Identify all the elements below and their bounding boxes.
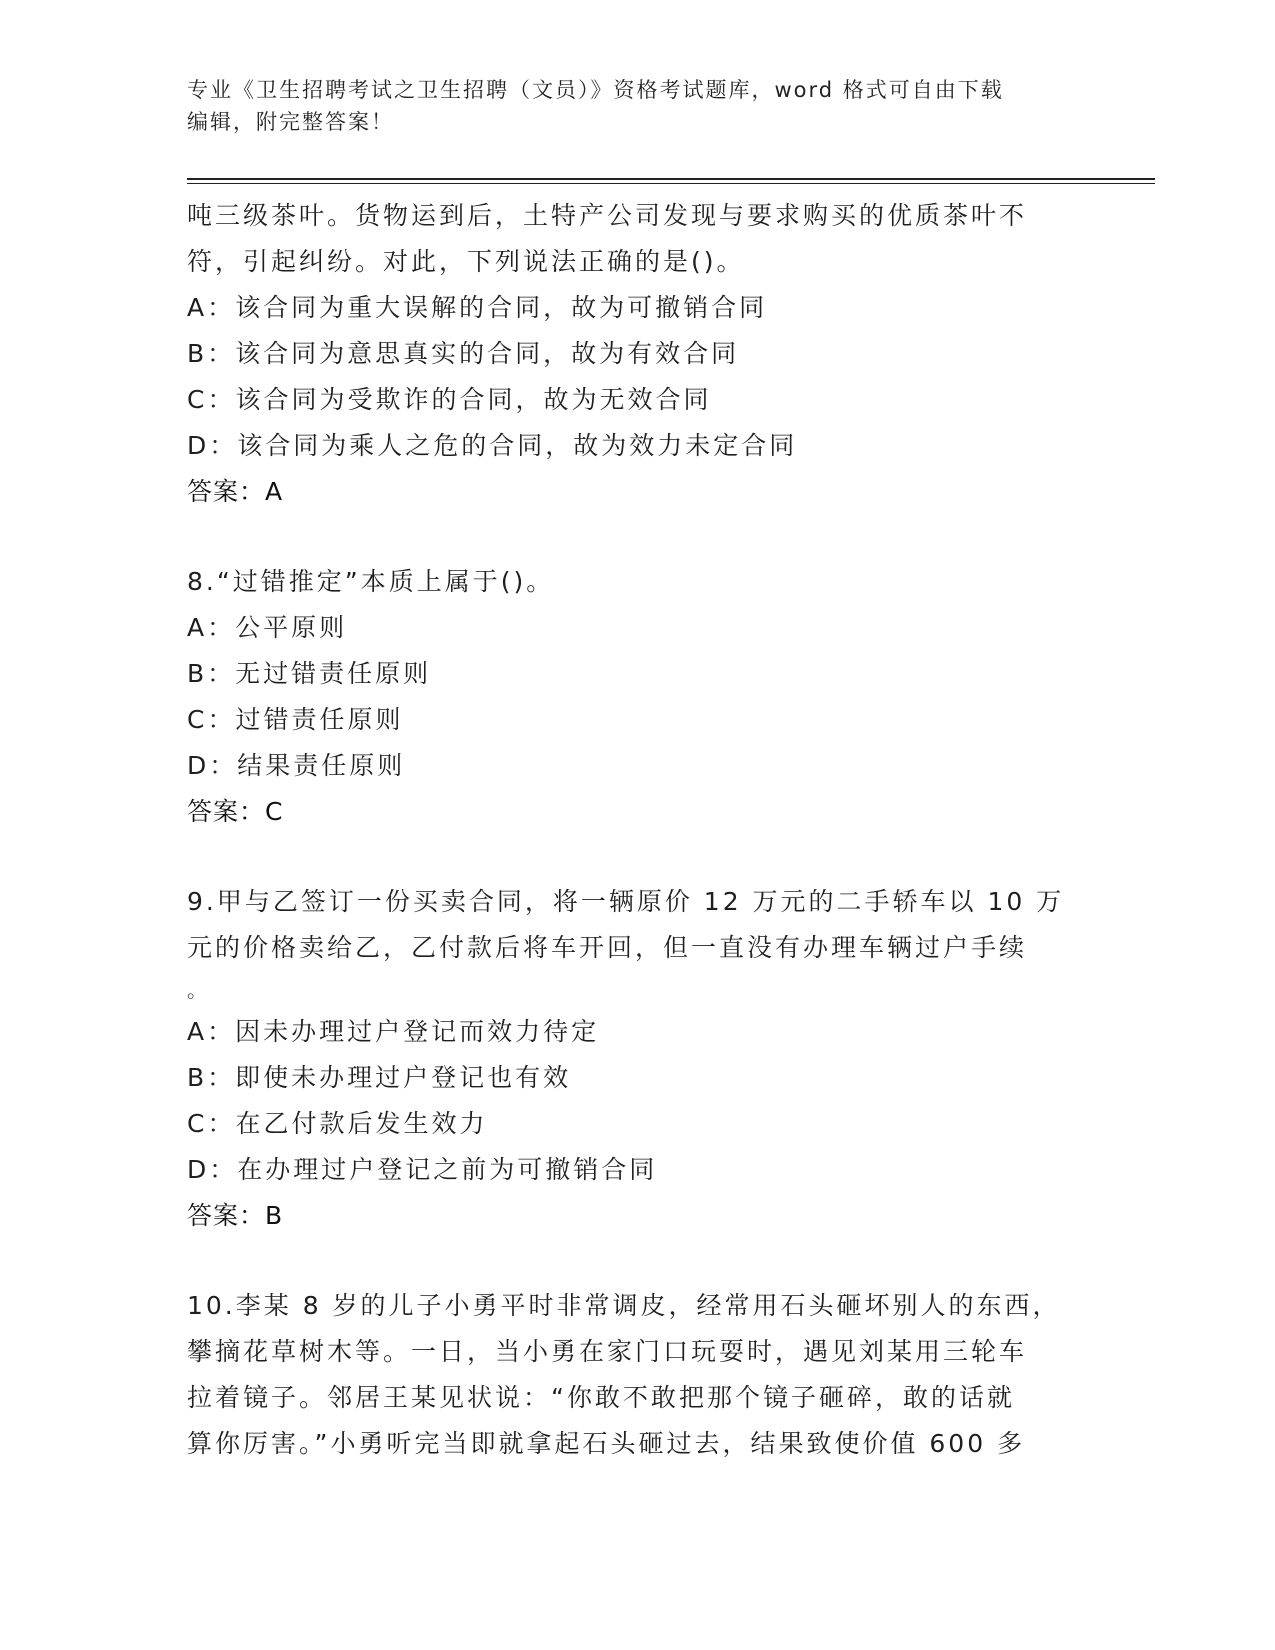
question-7-text-line-1: 吨三级茶叶。货物运到后，土特产公司发现与要求购买的优质茶叶不 [187, 201, 1028, 230]
question-7 [187, 193, 1087, 515]
question-7-answer: 答案：A [187, 477, 284, 506]
question-9-option-a: A：因未办理过户登记而效力待定 [187, 1017, 600, 1046]
header-line-1: 专业《卫生招聘考试之卫生招聘（文员）》资格考试题库，word 格式可自由下载 [187, 78, 1004, 102]
question-9-option-c: C：在乙付款后发生效力 [187, 1109, 488, 1138]
question-9-text-line-1: 9.甲与乙签订一份买卖合同，将一辆原价 12 万元的二手轿车以 10 万 [187, 887, 1065, 916]
question-10-text-line-1: 10.李某 8 岁的儿子小勇平时非常调皮，经常用石头砸坏别人的东西， [187, 1291, 1061, 1320]
question-9-text-line-2: 元的价格卖给乙，乙付款后将车开回，但一直没有办理车辆过户手续 [187, 933, 1028, 962]
question-8 [187, 559, 1087, 835]
question-10-text-line-4: 算你厉害。”小勇听完当即就拿起石头砸过去，结果致使价值 600 多 [187, 1429, 1026, 1458]
document-header [187, 74, 1087, 138]
question-8-option-b: B：无过错责任原则 [187, 659, 432, 688]
question-7-option-a: A：该合同为重大误解的合同，故为可撤销合同 [187, 293, 768, 322]
question-8-answer: 答案：C [187, 797, 284, 826]
question-7-option-b: B：该合同为意思真实的合同，故为有效合同 [187, 339, 740, 368]
question-7-option-c: C：该合同为受欺诈的合同，故为无效合同 [187, 385, 712, 414]
question-10-text-line-2: 攀摘花草树木等。一日，当小勇在家门口玩耍时，遇见刘某用三轮车 [187, 1337, 1028, 1366]
question-9-option-b: B：即使未办理过户登记也有效 [187, 1063, 572, 1092]
question-9-answer: 答案：B [187, 1201, 284, 1230]
header-divider-thick [187, 178, 1155, 180]
header-line-2: 编辑，附完整答案！ [187, 110, 394, 134]
question-8-text-line-1: 8.“过错推定”本质上属于()。 [187, 567, 555, 596]
question-8-option-c: C：过错责任原则 [187, 705, 404, 734]
question-7-text-line-2: 符，引起纠纷。对此，下列说法正确的是()。 [187, 247, 745, 276]
question-spacer [187, 1239, 1087, 1283]
header-divider-thin [187, 183, 1155, 184]
question-spacer [187, 515, 1087, 559]
question-spacer [187, 835, 1087, 879]
question-9 [187, 879, 1087, 1239]
question-10 [187, 1283, 1087, 1467]
question-8-option-a: A：公平原则 [187, 613, 348, 642]
question-9-trailing-period: 。 [187, 978, 207, 1002]
question-8-option-d: D：结果责任原则 [187, 751, 406, 780]
question-7-option-d: D：该合同为乘人之危的合同，故为效力未定合同 [187, 431, 798, 460]
question-content [187, 193, 1087, 1467]
question-10-text-line-3: 拉着镜子。邻居王某见状说：“你敢不敢把那个镜子砸碎，敢的话就 [187, 1383, 1015, 1412]
question-9-option-d: D：在办理过户登记之前为可撤销合同 [187, 1155, 658, 1184]
